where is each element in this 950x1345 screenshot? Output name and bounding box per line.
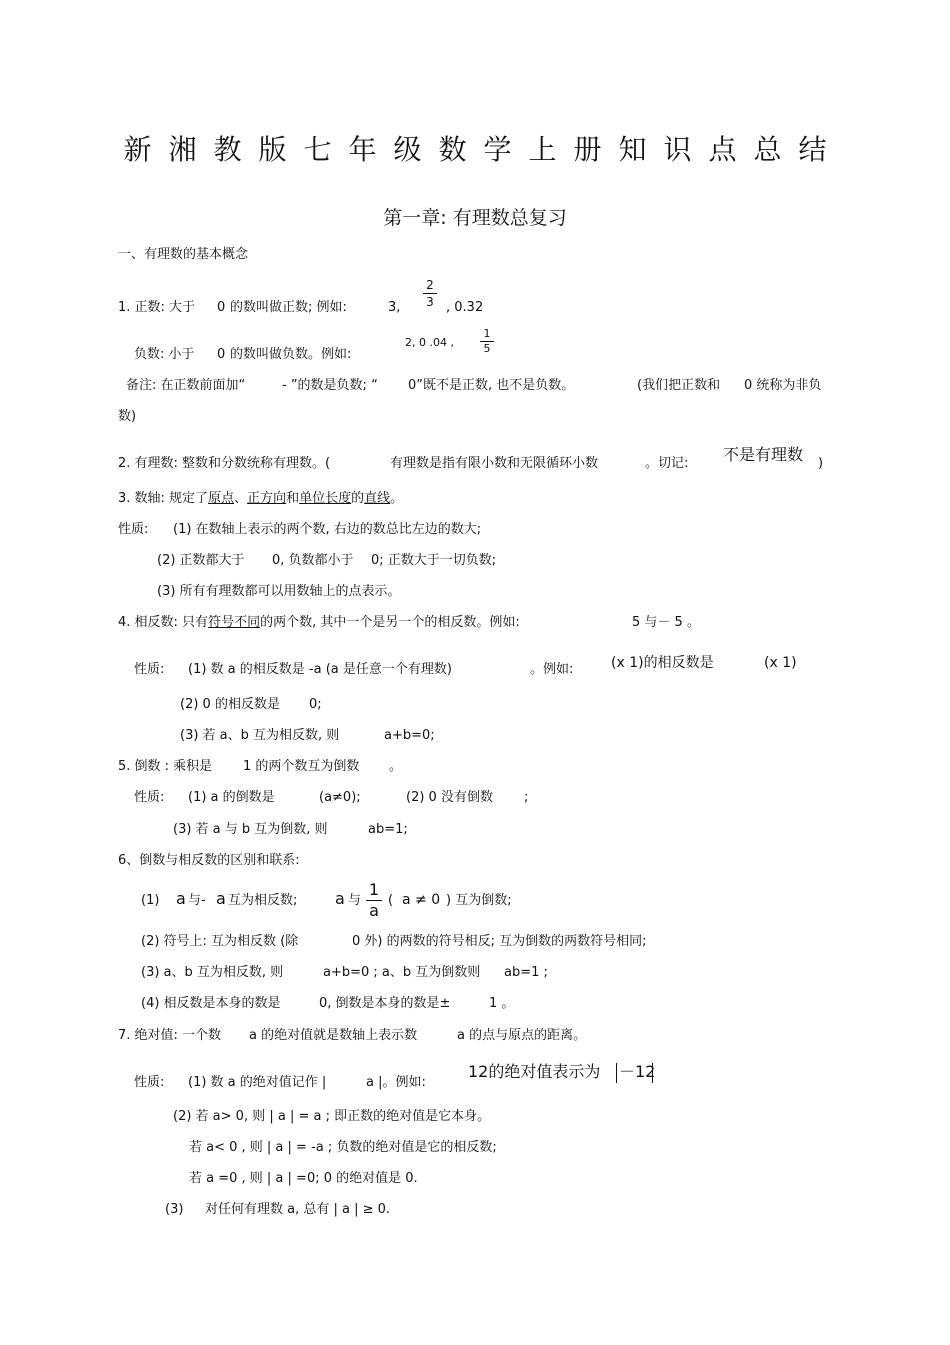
- property-item: 0, 负数都小于: [272, 553, 354, 568]
- property-item: 0, 倒数是本身的数是±: [319, 996, 451, 1011]
- property-label: 性质:: [118, 522, 149, 537]
- property-item: (4) 相反数是本身的数是: [141, 996, 281, 1011]
- property-item: (3): [165, 1202, 184, 1217]
- fraction-numerator: 2: [426, 278, 434, 292]
- absolute-value-definition: 7. 绝对值: 一个数: [118, 1028, 222, 1043]
- example-value: 3,: [388, 300, 401, 315]
- fraction: [480, 328, 494, 355]
- rational-definition: 2. 有理数: 整数和分数统称有理数。(: [118, 456, 331, 471]
- variable: a: [335, 889, 345, 908]
- absolute-bar: [616, 1063, 617, 1083]
- fraction-denominator: 3: [426, 295, 434, 309]
- note-text: 0 统称为非负: [744, 378, 822, 393]
- closing-paren: ): [818, 456, 824, 471]
- section-heading: 6、倒数与相反数的区别和联系:: [118, 853, 300, 868]
- example-value: , 0.32: [446, 300, 484, 315]
- property-label: 性质:: [134, 1075, 165, 1090]
- item-text: (: [388, 893, 394, 908]
- item-number: (1): [141, 893, 160, 908]
- note-text: (我们把正数和: [637, 378, 721, 393]
- property-item: 若 a< 0 , 则 | a | = -a ; 负数的绝对值是它的相反数;: [189, 1140, 497, 1155]
- variable: a: [176, 889, 186, 908]
- number-line-definition: 3. 数轴: 规定了原点、正方向和单位长度的直线。: [118, 491, 404, 506]
- property-item: (1) 数 a 的相反数是 -a (a 是任意一个有理数): [188, 662, 452, 677]
- property-item: a+b=0;: [384, 728, 435, 743]
- section-heading: 一、有理数的基本概念: [118, 247, 249, 262]
- opposite-definition: 4. 相反数: 只有符号不同的两个数, 其中一个是另一个的相反数。例如:: [118, 615, 520, 630]
- property-item: (3) 若 a 与 b 互为倒数, 则: [173, 822, 328, 837]
- chapter-heading: 第一章: 有理数总复习: [383, 207, 567, 229]
- absolute-value-definition: a 的绝对值就是数轴上表示数: [249, 1028, 418, 1043]
- property-item: (1) a 的倒数是: [188, 790, 275, 805]
- positive-definition: 的数叫做正数; 例如:: [230, 300, 347, 315]
- opposite-example: (x 1): [764, 655, 797, 671]
- fraction: [366, 881, 382, 920]
- property-item: ab=1 ;: [504, 965, 548, 980]
- condition: a ≠ 0: [402, 892, 441, 908]
- property-item: 0;: [309, 697, 322, 712]
- property-item: (2) 若 a> 0, 则 | a | = a ; 即正数的绝对值是它本身。: [173, 1109, 491, 1124]
- fraction-denominator: a: [369, 901, 379, 920]
- note-text: 备注: 在正数前面加“: [126, 378, 246, 393]
- property-item: (1) 在数轴上表示的两个数, 右边的数总比左边的数大;: [173, 522, 482, 537]
- property-item: 0; 正数大于一切负数;: [371, 553, 497, 568]
- note-text: 数): [118, 409, 137, 424]
- variable: a: [216, 889, 226, 908]
- reciprocal-definition: 5. 倒数 : 乘积是: [118, 759, 213, 774]
- zero-value: 0: [217, 300, 226, 315]
- reciprocal-definition: 。: [389, 759, 403, 774]
- property-item: a+b=0 ; a、b 互为倒数则: [323, 965, 481, 980]
- remember-label: 。切记:: [645, 456, 689, 471]
- fraction: [423, 278, 437, 309]
- property-label: 性质:: [134, 662, 165, 677]
- fraction-numerator: 1: [483, 327, 491, 340]
- item-text: ) 互为倒数;: [446, 893, 512, 908]
- absolute-example: 12的绝对值表示为: [468, 1062, 601, 1081]
- negative-definition: 的数叫做负数。例如:: [230, 347, 352, 362]
- property-item: a |。例如:: [366, 1075, 426, 1090]
- item-text: 互为相反数;: [228, 893, 298, 908]
- property-item: (3) a、b 互为相反数, 则: [141, 965, 284, 980]
- property-item: 1 。: [489, 996, 515, 1011]
- not-rational-text: 不是有理数: [723, 445, 804, 464]
- fraction-numerator: 1: [368, 880, 380, 899]
- property-item: (2) 0 的相反数是: [180, 697, 280, 712]
- property-item: ;: [524, 790, 529, 805]
- item-text: 与: [348, 893, 362, 908]
- property-item: (2) 0 没有倒数: [406, 790, 493, 805]
- opposite-example: 5 与－ 5 。: [632, 615, 700, 630]
- negative-label: 负数: 小于: [134, 347, 195, 362]
- property-item: ab=1;: [368, 822, 408, 837]
- property-item: (2) 符号上: 互为相反数 (除: [141, 934, 299, 949]
- opposite-example: (x 1)的相反数是: [611, 655, 714, 671]
- rational-explanation: 有理数是指有限小数和无限循环小数: [390, 456, 599, 471]
- property-label: 性质:: [134, 790, 165, 805]
- note-text: 0”既不是正数, 也不是负数。: [408, 378, 575, 393]
- property-item: (3) 所有有理数都可以用数轴上的点表示。: [157, 584, 401, 599]
- absolute-value: －12: [619, 1062, 656, 1081]
- property-item: (1) 数 a 的绝对值记作 |: [188, 1075, 327, 1090]
- document-title: 新湘教版七年级数学上册知识点总结: [123, 133, 844, 166]
- fraction-denominator: 5: [483, 342, 491, 355]
- absolute-bar: [652, 1063, 653, 1083]
- reciprocal-definition: 1 的两个数互为倒数: [243, 759, 360, 774]
- example-value: 2, 0 .04 ,: [405, 336, 454, 349]
- absolute-value-definition: a 的点与原点的距离。: [457, 1028, 587, 1043]
- property-item: (2) 正数都大于: [157, 553, 245, 568]
- property-item: 若 a =0 , 则 | a | =0; 0 的绝对值是 0.: [189, 1171, 418, 1186]
- property-item: 对任何有理数 a, 总有 | a | ≥ 0.: [205, 1202, 391, 1217]
- note-text: - ”的数是负数; “: [282, 378, 378, 393]
- property-item: (a≠0);: [319, 790, 361, 805]
- positive-label: 1. 正数: 大于: [118, 300, 196, 315]
- property-item: 0 外) 的两数的符号相反; 互为倒数的两数符号相同;: [352, 934, 647, 949]
- zero-value: 0: [217, 347, 226, 362]
- property-item: 。例如:: [530, 662, 574, 677]
- fraction-bar: [423, 293, 437, 294]
- property-item: (3) 若 a、b 互为相反数, 则: [180, 728, 340, 743]
- item-text: 与-: [188, 893, 206, 908]
